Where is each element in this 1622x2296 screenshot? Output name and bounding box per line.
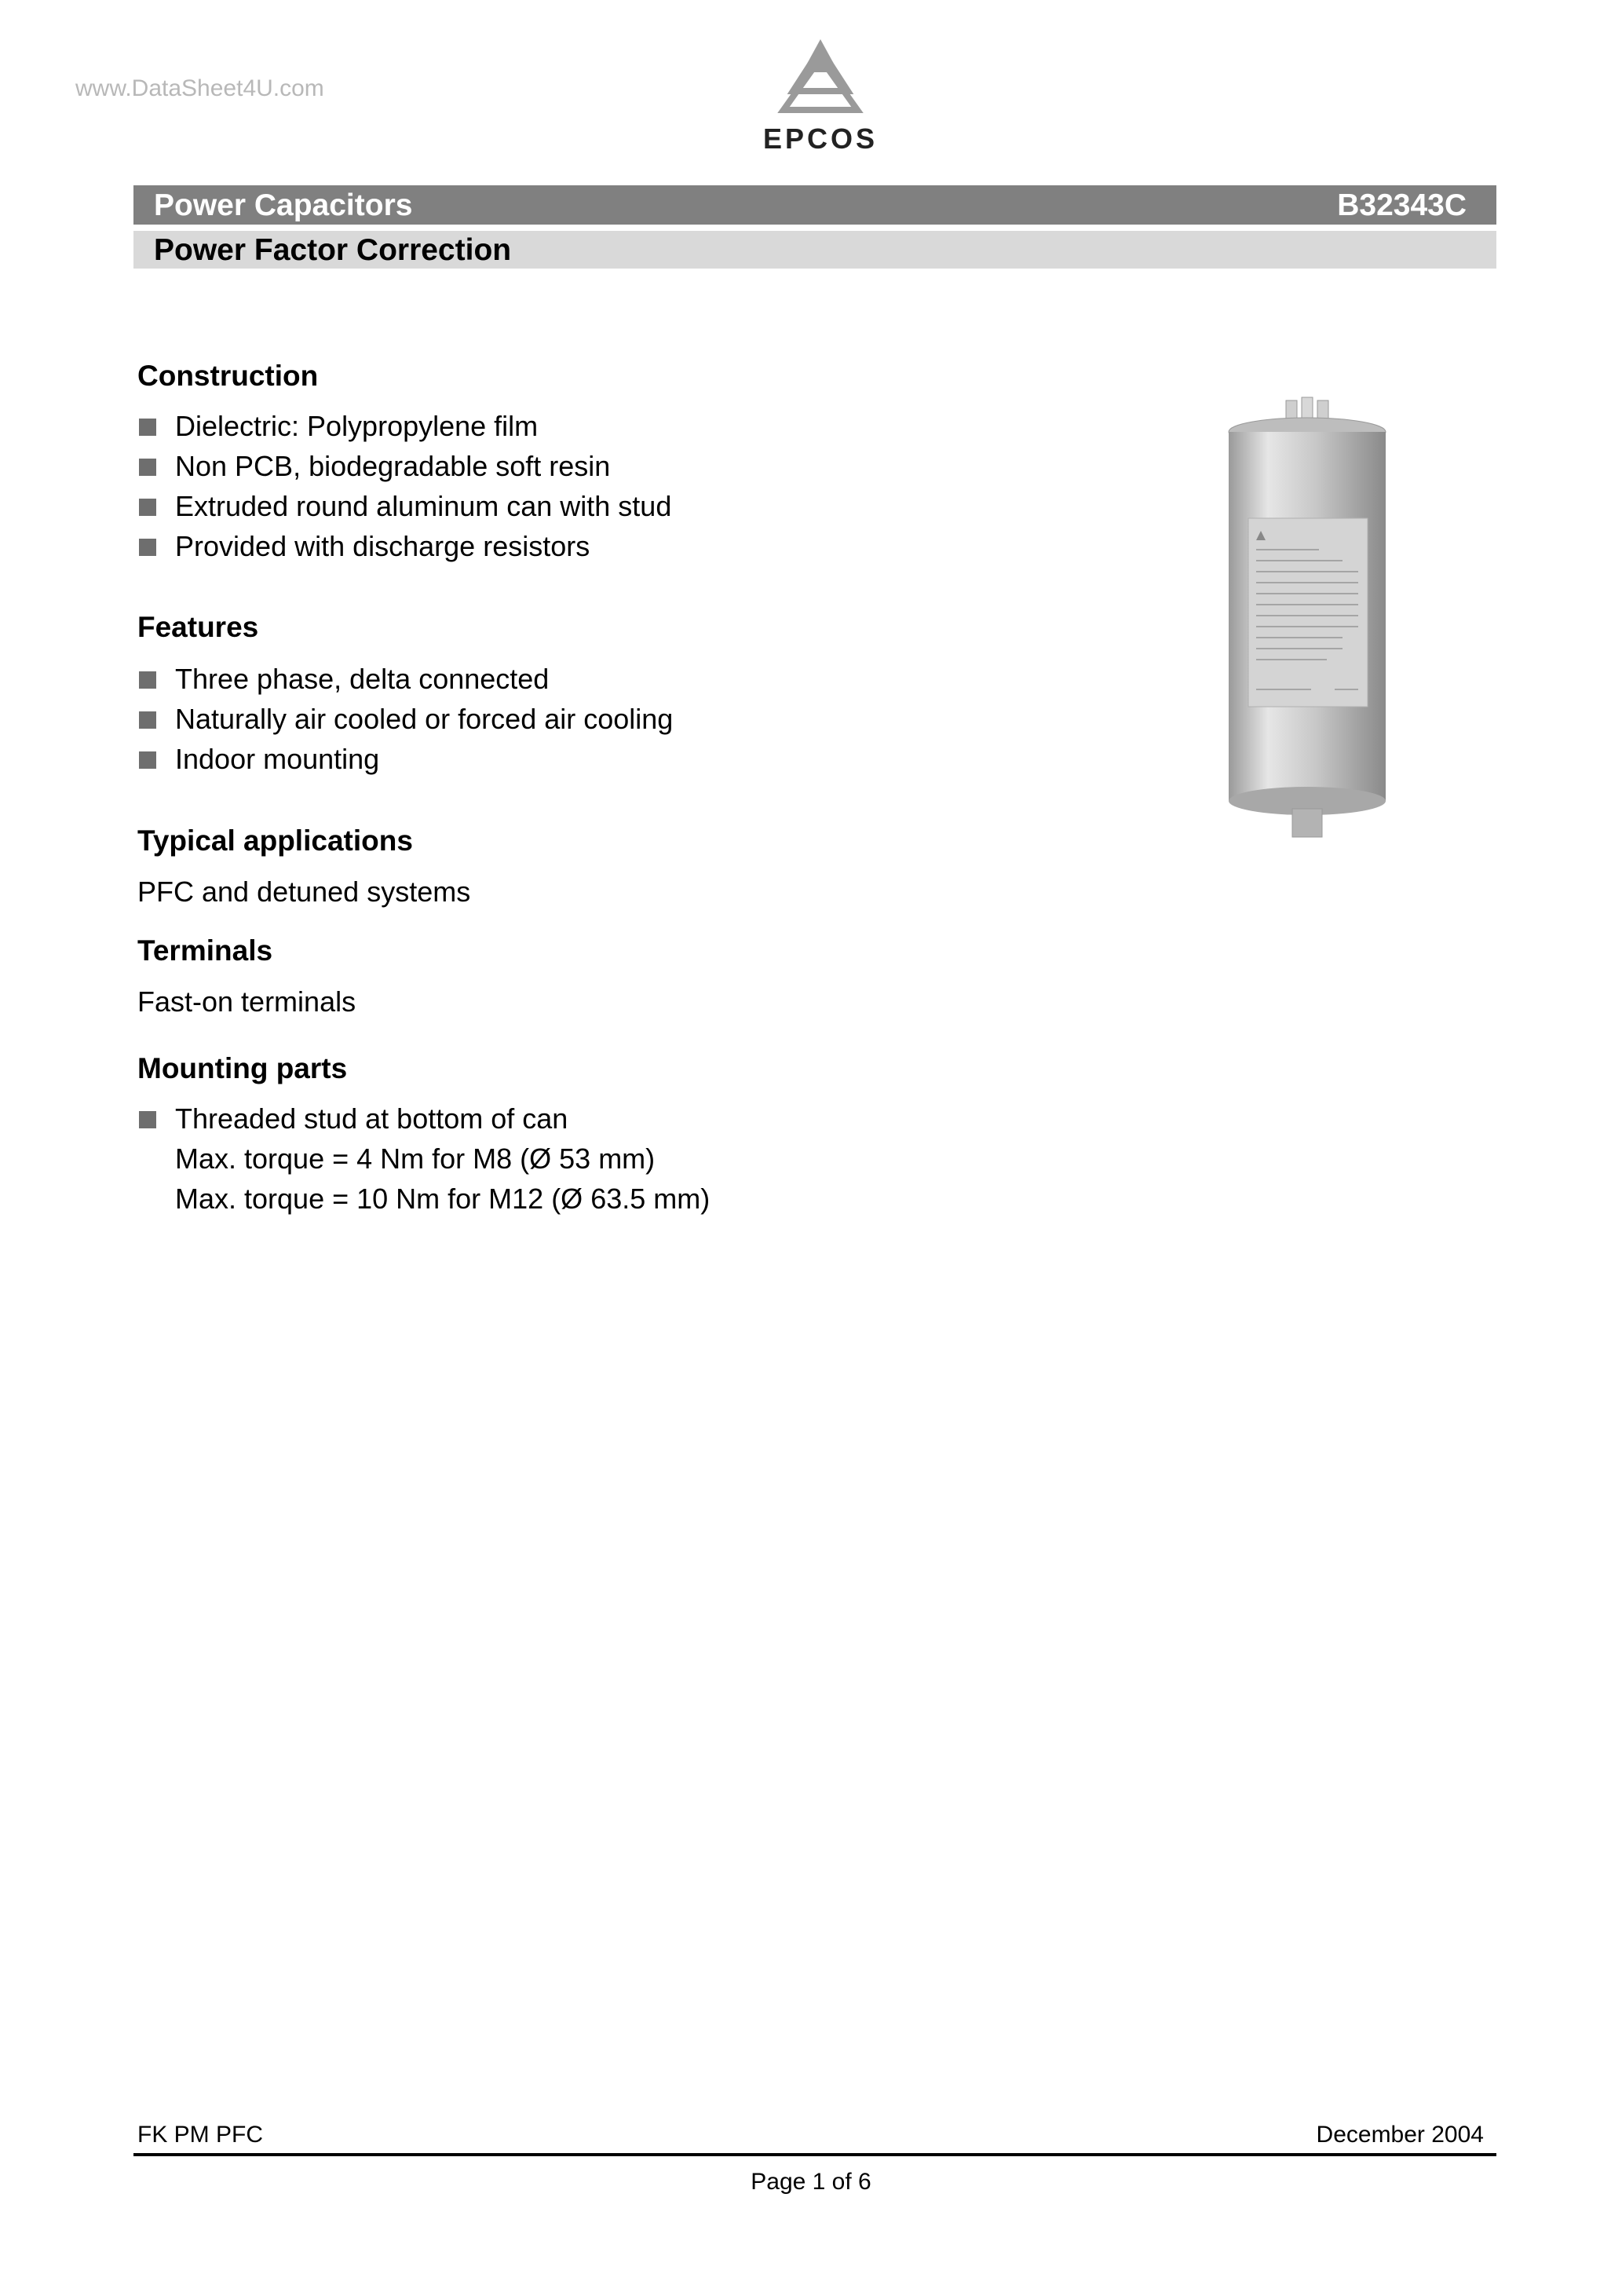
page-number: Page 1 of 6	[751, 2169, 871, 2195]
bullet-square-icon	[139, 1111, 156, 1128]
bullet-square-icon	[139, 671, 156, 689]
footer-department: FK PM PFC	[137, 2122, 264, 2148]
applications-heading: Typical applications	[137, 824, 413, 857]
features-heading: Features	[137, 611, 259, 643]
part-number: B32343C	[1337, 188, 1467, 222]
mounting-heading: Mounting parts	[137, 1052, 348, 1084]
product-category: Power Capacitors	[154, 188, 413, 222]
bullet-square-icon	[139, 419, 156, 436]
epcos-logo	[754, 35, 887, 160]
header-bar	[133, 185, 1496, 225]
footer-divider	[133, 2153, 1496, 2156]
bullet-square-icon	[139, 539, 156, 556]
footer-date: December 2004	[1316, 2122, 1484, 2148]
terminals-text: Fast-on terminals	[137, 985, 356, 1018]
watermark-text: www.DataSheet4U.com	[75, 75, 324, 101]
product-subtitle: Power Factor Correction	[154, 233, 512, 267]
logo-wordmark: EPCOS	[762, 122, 879, 155]
logo-mark-icon	[754, 35, 887, 121]
terminals-heading: Terminals	[137, 934, 273, 967]
mounting-spec-line: Max. torque = 10 Nm for M12 (Ø 63.5 mm)	[175, 1183, 711, 1215]
mounting-spec-line: Max. torque = 4 Nm for M8 (Ø 53 mm)	[175, 1143, 656, 1175]
construction-heading: Construction	[137, 360, 319, 392]
bullet-square-icon	[139, 499, 156, 516]
applications-text: PFC and detuned systems	[137, 876, 471, 908]
bullet-square-icon	[139, 459, 156, 476]
subtitle-bar	[133, 231, 1496, 269]
bullet-square-icon	[139, 711, 156, 729]
bullet-square-icon	[139, 751, 156, 769]
capacitor-photo	[1209, 393, 1405, 848]
